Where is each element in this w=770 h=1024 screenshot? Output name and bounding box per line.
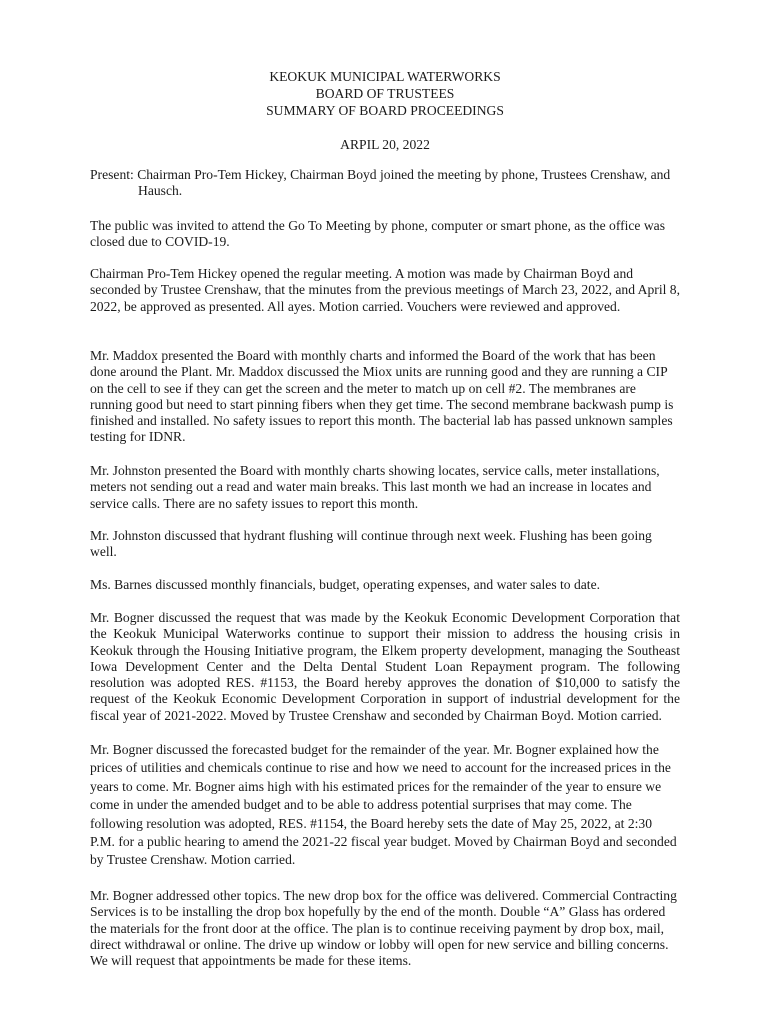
paragraph-present: Present: Chairman Pro-Tem Hickey, Chairman Boyd joined the meeting by phone, Trustees Crenshaw, and Hausch. xyxy=(90,167,671,199)
paragraph-bogner-kedc: Mr. Bogner discussed the request that was made by the Keokuk Economic Development Corporation that the Keokuk Municipal Waterworks continue to support their mission to address the housing crisis in Keokuk through the Housing Initiative program, the Elkem property development, managing the Southeast Iowa Development Center and the Delta Dental Student Loan Repayment program. The following resolution was adopted RES. #1153, the Board hereby approves the donation of $10,000 to satisfy the request of the Keokuk Economic Development Corporation in support of industrial development for the fiscal year of 2021-2022. Moved by Trustee Crenshaw and seconded by Chairman Boyd. Motion carried. xyxy=(90,610,680,723)
paragraph-johnston-charts: Mr. Johnston presented the Board with monthly charts showing locates, service calls, meter installations, meters not sending out a read and water main breaks. This last month we had an increase in locates and service calls. There are no safety issues to report this month. xyxy=(90,463,660,511)
paragraph-bogner-topics: Mr. Bogner addressed other topics. The new drop box for the office was delivered. Commercial Contracting Services is to be installing the drop box hopefully by the end of the month. Double “A” Glass has ordered the materials for the front door at the office. The plan is to continue receiving payment by drop box, mail, direct withdrawal or online. The drive up window or lobby will open for new service and billing concerns. We will request that appointments be made for these items. xyxy=(90,888,677,969)
paragraph-maddox: Mr. Maddox presented the Board with monthly charts and informed the Board of the work that has been done around the Plant. Mr. Maddox discussed the Miox units are running good and they are running a CIP on the cell to see if they can get the screen and the meter to match up on cell #2. The membranes are running good but need to start pinning fibers when they get time. The second membrane backwash pump is finished and installed. No safety issues to report this month. The bacterial lab has passed unknown samples testing for IDNR. xyxy=(90,348,674,445)
header-org: KEOKUK MUNICIPAL WATERWORKS xyxy=(269,69,501,84)
header-summary: SUMMARY OF BOARD PROCEEDINGS xyxy=(266,103,504,118)
paragraph-johnston-flushing: Mr. Johnston discussed that hydrant flushing will continue through next week. Flushing has been going well. xyxy=(90,528,652,560)
meeting-date: ARPIL 20, 2022 xyxy=(340,137,430,152)
paragraph-bogner-budget: Mr. Bogner discussed the forecasted budget for the remainder of the year. Mr. Bogner explained how the prices of utilities and chemicals continue to rise and how we need to account for the increased prices in the years to come. Mr. Bogner aims high with his estimated prices for the remainder of the year to ensure we come in under the amended budget and to be able to address potential surprises that may come. The following resolution was adopted, RES. #1154, the Board hereby sets the date of May 25, 2022, at 2:30 P.M. for a public hearing to amend the 2021-22 fiscal year budget. Moved by Chairman Boyd and seconded by Trustee Crenshaw. Motion carried. xyxy=(90,742,677,868)
paragraph-public: The public was invited to attend the Go To Meeting by phone, computer or smart phone, as the office was closed due to COVID-19. xyxy=(90,218,666,250)
header-board: BOARD OF TRUSTEES xyxy=(315,86,455,101)
paragraph-opening: Chairman Pro-Tem Hickey opened the regular meeting. A motion was made by Chairman Boyd and seconded by Trustee Crenshaw, that the minutes from the previous meetings of March 23, 2022, and April 8, 2022, be approved as presented. All ayes. Motion carried. Vouchers were reviewed and approved. xyxy=(90,266,680,314)
paragraph-barnes: Ms. Barnes discussed monthly financials, budget, operating expenses, and water sales to date. xyxy=(90,577,601,592)
